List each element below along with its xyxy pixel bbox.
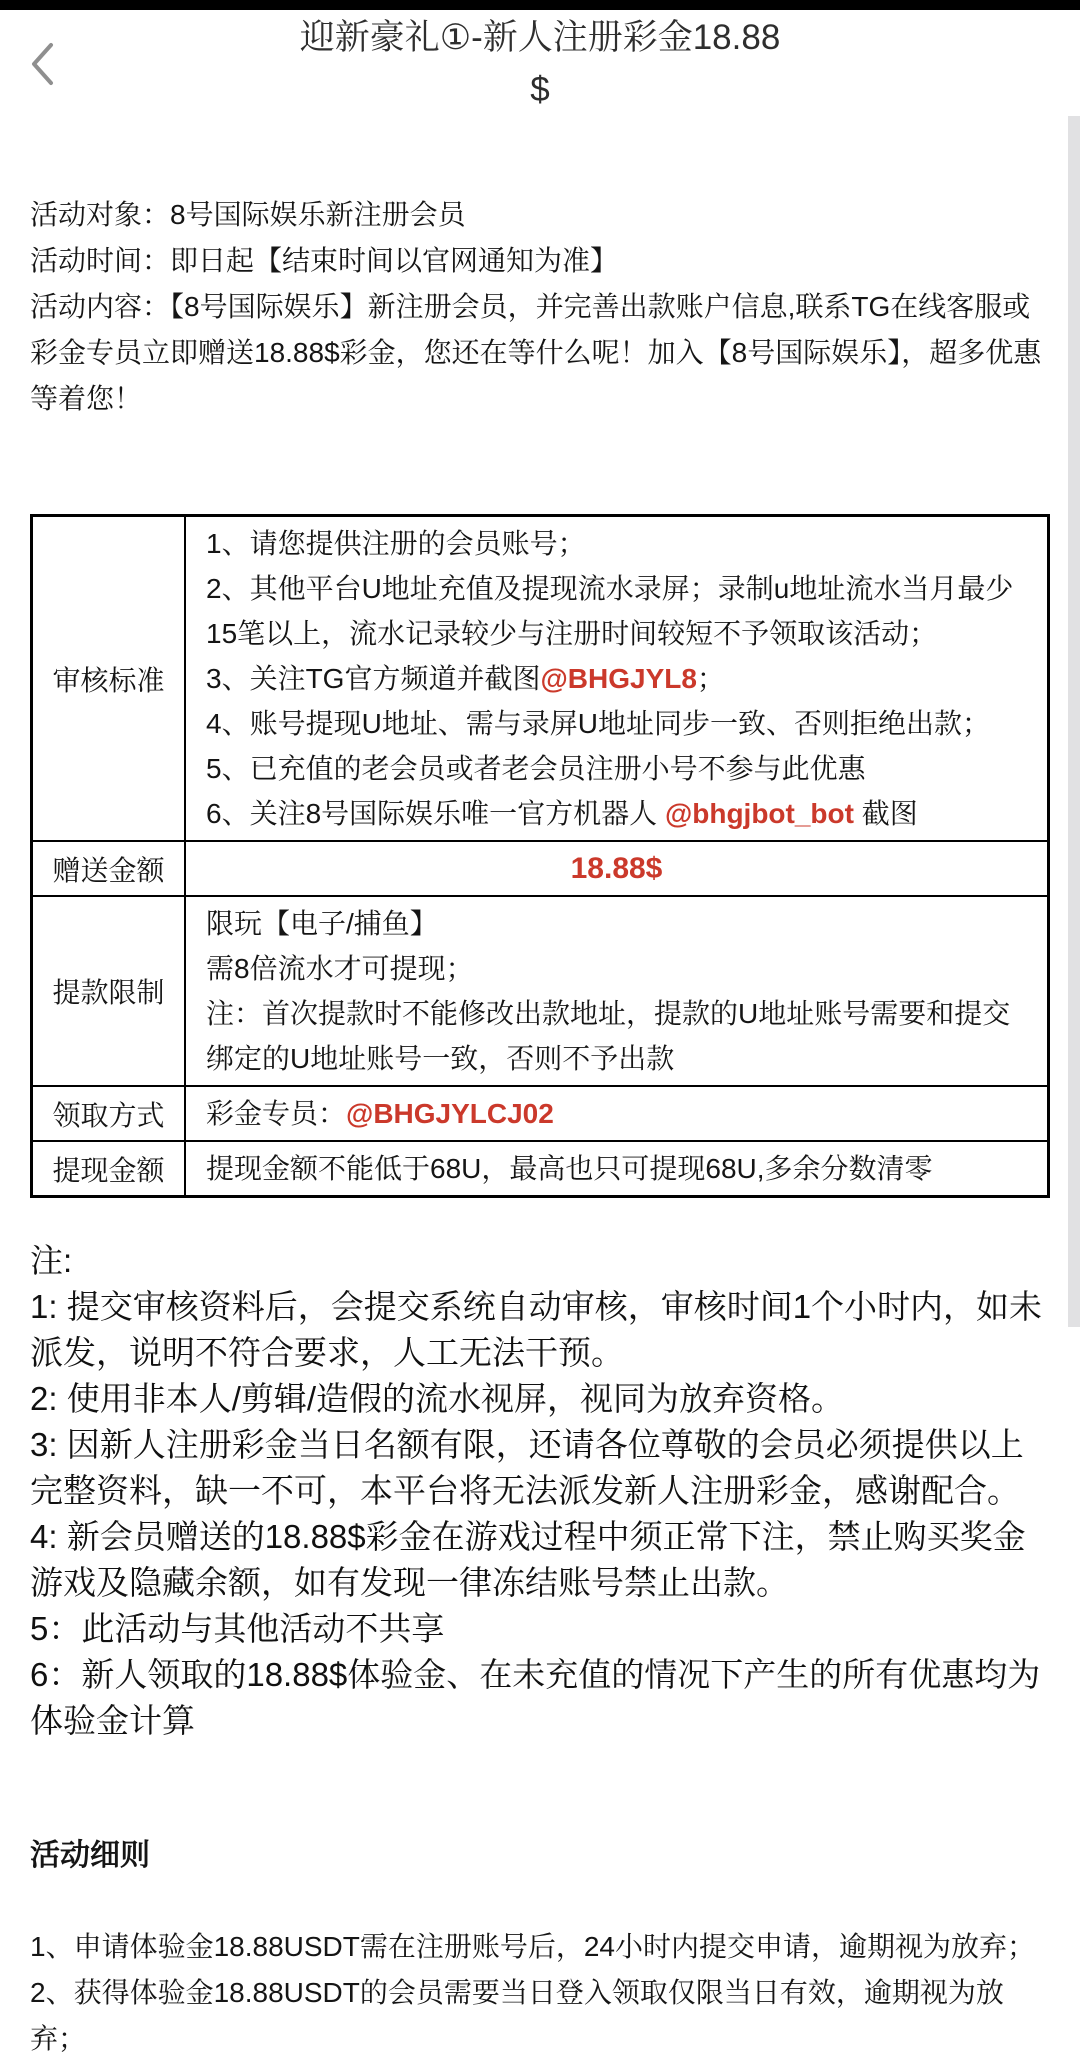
review-item-text: 1、请您提供注册的会员账号；: [206, 528, 586, 559]
table-row-claim-method: [32, 1086, 1049, 1141]
review-item: [206, 656, 1027, 701]
withdraw-limit-line: 注：首次提款时不能修改出款地址，提款的U地址账号需要和提交绑定的U地址账号一致，否则不予出款: [206, 998, 1011, 1074]
activity-time-line: 活动时间：即日起【结束时间以官网通知为准】: [30, 245, 619, 276]
bonus-amount-cell: [185, 841, 1049, 896]
chevron-left-icon: [25, 40, 59, 88]
withdraw-limit-cell: [185, 896, 1049, 1086]
claim-method-cell: [185, 1086, 1049, 1141]
review-item-text: 3、关注TG官方频道并截图: [206, 663, 541, 694]
table-row-withdraw-limit: [32, 896, 1049, 1086]
rules-table: [30, 514, 1050, 1198]
notes-heading: 注:: [30, 1242, 73, 1279]
review-item-text: 6、关注8号国际娱乐唯一官方机器人: [206, 798, 665, 829]
row-label-bonus-amount: 赠送金额: [32, 841, 186, 896]
withdraw-limit-line: 需8倍流水才可提现；: [206, 953, 474, 984]
tg-bot-handle: @bhgjbot_bot: [664, 798, 854, 829]
row-label-claim-method: 领取方式: [32, 1086, 186, 1141]
page-title: [0, 10, 1080, 116]
review-item: [206, 701, 1027, 746]
detail-item: 2、获得体验金18.88USDT的会员需要当日登入领取仅限当日有效，逾期视为放弃；: [30, 1977, 1004, 2054]
row-label-review-criteria: 审核标准: [32, 516, 186, 842]
note-item: 4: 新会员赠送的18.88$彩金在游戏过程中须正常下注，禁止购买奖金游戏及隐藏余额，如有发现一律冻结账号禁止出款。: [30, 1518, 1026, 1601]
withdraw-amount-cell: 提现金额不能低于68U，最高也只可提现68U,多余分数清零: [185, 1141, 1049, 1197]
review-item-text: 截图: [853, 798, 918, 829]
review-item: [206, 746, 1027, 791]
note-item: 3: 因新人注册彩金当日名额有限，还请各位尊敬的会员必须提供以上完整资料，缺一不可，本平台将无法派发新人注册彩金，感谢配合。: [30, 1426, 1024, 1509]
review-item-text: ；: [696, 663, 725, 694]
claim-method-prefix: 彩金专员：: [206, 1098, 347, 1129]
detail-item: 1、申请体验金18.88USDT需在注册账号后，24小时内提交申请，逾期视为放弃；: [30, 1931, 1036, 1962]
page-title-line1: 迎新豪礼①-新人注册彩金18.88: [299, 18, 781, 57]
tg-specialist-handle: @BHGJYLCJ02: [346, 1098, 554, 1129]
withdraw-limit-line: 限玩【电子/捕鱼】: [206, 908, 438, 939]
activity-target-line: 活动对象：8号国际娱乐新注册会员: [30, 199, 466, 230]
row-label-withdraw-amount: 提现金额: [32, 1141, 186, 1197]
review-item-text: 4、账号提现U地址、需与录屏U地址同步一致、否则拒绝出款；: [206, 708, 991, 739]
table-row-review-criteria: [32, 516, 1049, 842]
review-item-text: 5、已充值的老会员或者老会员注册小号不参与此优惠: [206, 753, 866, 784]
page-title-line2: $: [530, 70, 550, 109]
table-row-withdraw-amount: [32, 1141, 1049, 1197]
scrollbar-thumb[interactable]: [1068, 116, 1080, 1327]
details-heading: 活动细则: [30, 1839, 150, 1872]
review-item: [206, 521, 1027, 566]
tg-channel-handle: @BHGJYL8: [540, 663, 697, 694]
review-item: [206, 566, 1027, 656]
promo-content: [0, 192, 1080, 2062]
back-button[interactable]: [16, 36, 68, 92]
status-bar: [0, 0, 1080, 10]
note-item: 2: 使用非本人/剪辑/造假的流水视屏，视同为放弃资格。: [30, 1380, 845, 1417]
intro-section: [30, 192, 1050, 422]
notes-section: [30, 1238, 1050, 1744]
review-item-text: 2、其他平台U地址充值及提现流水录屏；录制u地址流水当月最少15笔以上，流水记录较少与注册时间较短不予领取该活动；: [206, 573, 1014, 649]
note-item: 5：此活动与其他活动不共享: [30, 1610, 445, 1647]
review-criteria-cell: [185, 516, 1049, 842]
review-item: [206, 791, 1027, 836]
row-label-withdraw-limit: 提款限制: [32, 896, 186, 1086]
bonus-amount-value: 18.88$: [570, 852, 663, 885]
table-row-bonus-amount: [32, 841, 1049, 896]
note-item: 6：新人领取的18.88$体验金、在未充值的情况下产生的所有优惠均为体验金计算: [30, 1656, 1041, 1739]
activity-content-line: 活动内容：【8号国际娱乐】新注册会员，并完善出款账户信息,联系TG在线客服或彩金专员立即赠送18.88$彩金，您还在等什么呢！加入【8号国际娱乐】，超多优惠等着您！: [30, 291, 1042, 414]
details-section: [30, 1924, 1050, 2062]
app-header: [0, 10, 1080, 116]
note-item: 1: 提交审核资料后，会提交系统自动审核，审核时间1个小时内，如未派发，说明不符合要求，人工无法干预。: [30, 1288, 1043, 1371]
